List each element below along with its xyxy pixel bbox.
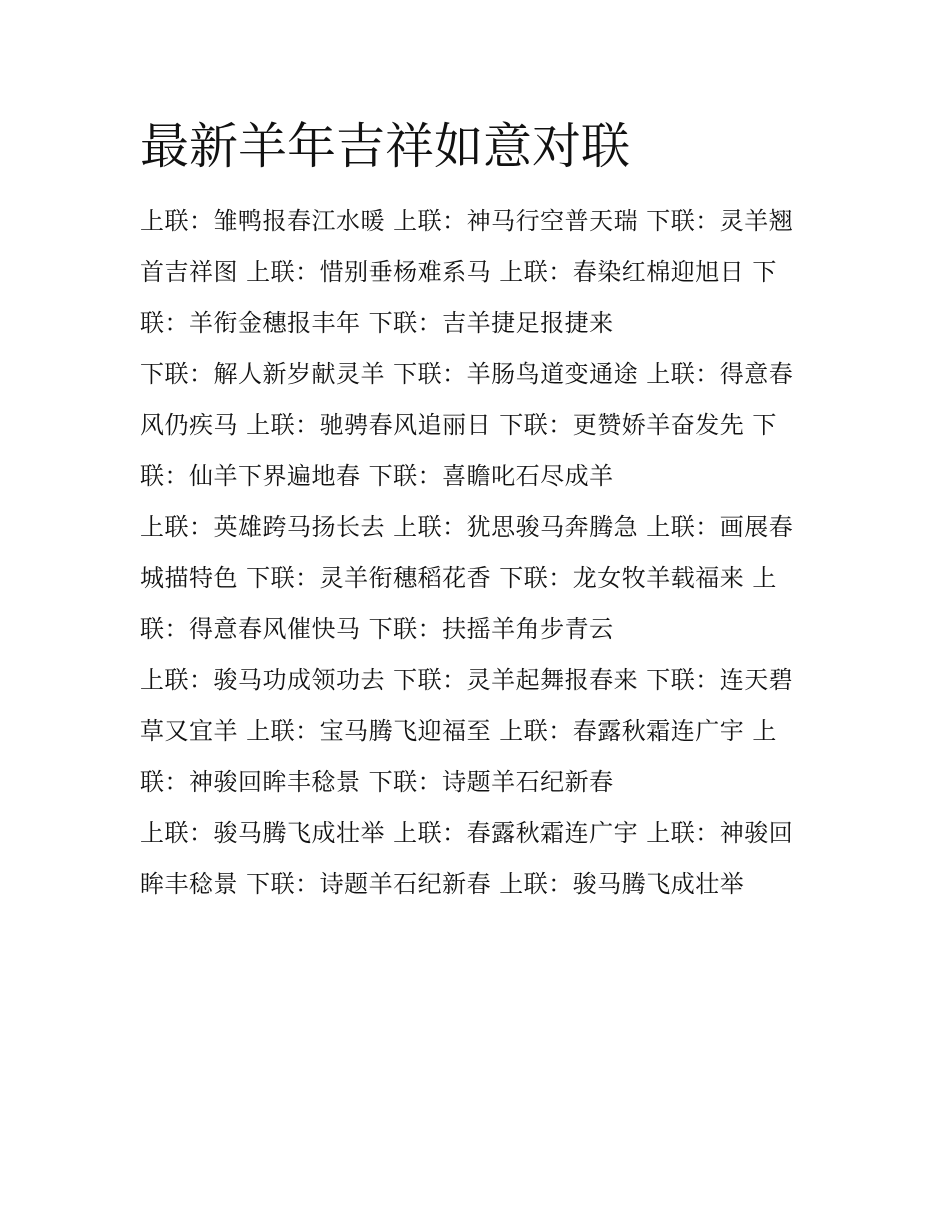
paragraph: 上联：骏马功成领功去 下联：灵羊起舞报春来 下联：连天碧草又宜羊 上联：宝马腾飞迎福至 上联：春露秋霜连广宇 上联：神骏回眸丰稔景 下联：诗题羊石纪新春	[140, 666, 794, 796]
paragraph: 上联：骏马腾飞成壮举 上联：春露秋霜连广宇 上联：神骏回眸丰稔景 下联：诗题羊石纪新春 上联：骏马腾飞成壮举	[140, 819, 794, 898]
document-page	[140, 112, 805, 910]
paragraph: 上联：英雄跨马扬长去 上联：犹思骏马奔腾急 上联：画展春城描特色 下联：灵羊衔穗稻花香 下联：龙女牧羊载福来 上联：得意春风催快马 下联：扶摇羊角步青云	[140, 513, 794, 643]
paragraph: 下联：解人新岁献灵羊 下联：羊肠鸟道变通途 上联：得意春风仍疾马 上联：驰骋春风追丽日 下联：更赞娇羊奋发先 下联：仙羊下界遍地春 下联：喜瞻叱石尽成羊	[140, 360, 794, 490]
document-title: 最新羊年吉祥如意对联	[140, 118, 631, 175]
document-body	[140, 196, 805, 910]
paragraph: 上联：雏鸭报春江水暖 上联：神马行空普天瑞 下联：灵羊翘首吉祥图 上联：惜别垂杨难系马 上联：春染红棉迎旭日 下联：羊衔金穗报丰年 下联：吉羊捷足报捷来	[140, 207, 794, 337]
